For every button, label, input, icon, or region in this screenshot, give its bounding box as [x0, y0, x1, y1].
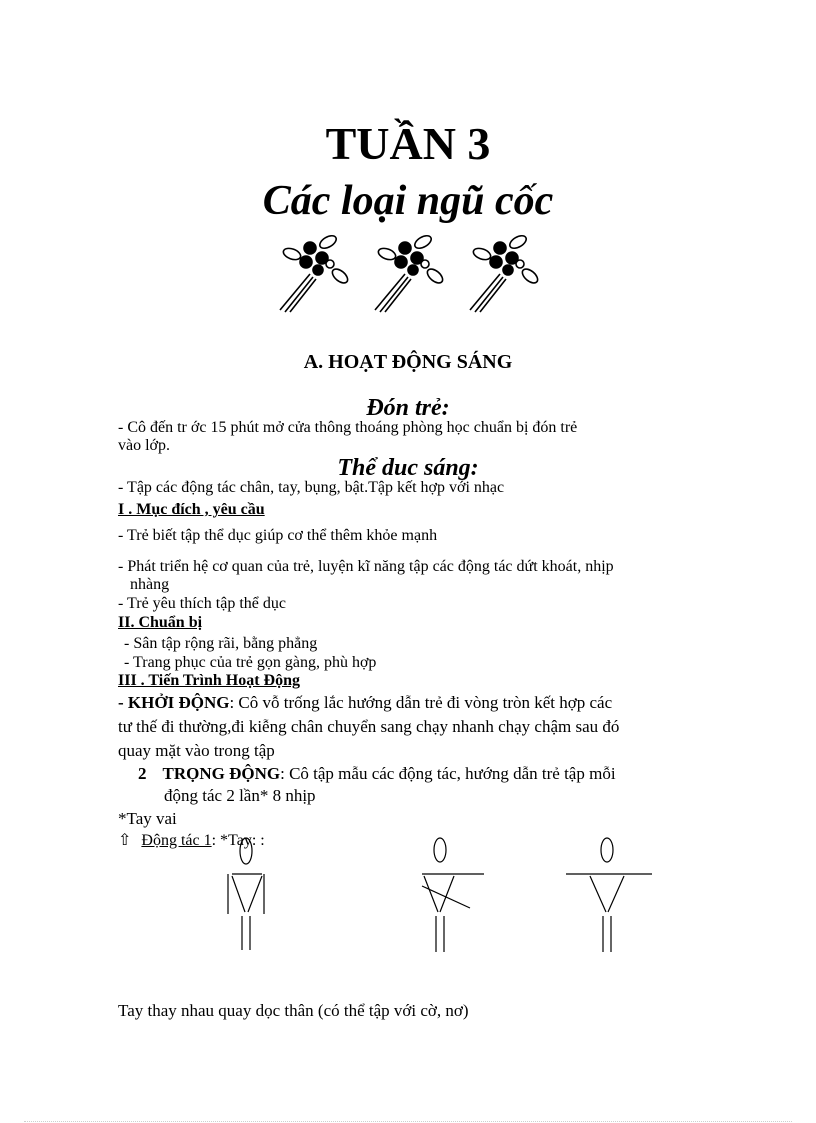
up-arrow-icon: ⇧ — [118, 832, 132, 849]
khoi-dong-text: : Cô vỗ trống lắc hướng dẫn trẻ đi vòng tròn kết hợp các — [229, 693, 613, 712]
exercise-figure-2-icon — [418, 836, 488, 954]
don-tre-line-1: - Cô đến tr ớc 15 phút mở cửa thông thoáng phòng học chuẩn bị đón trẻ — [118, 419, 578, 436]
trong-dong-line-1 — [138, 764, 616, 783]
section-heading-a: A. HOẠT ĐỘNG SÁNG — [303, 351, 513, 373]
chuan-bi-item-2: - Trang phục của trẻ gọn gàng, phù hợp — [124, 654, 377, 671]
page-title: TUẦN 3 — [325, 118, 491, 169]
the-duc-line-1: - Tập các động tác chân, tay, bụng, bật.Tập kết hợp với nhạc — [118, 479, 505, 496]
don-tre-line-2: vào lớp. — [118, 437, 171, 454]
trong-dong-number: 2 — [138, 764, 147, 783]
don-tre-heading: Đón trẻ: — [366, 395, 450, 421]
muc-dich-item-2: - Phát triển hệ cơ quan của trẻ, luyện kĩ năng tập các động tác dứt khoát, nhịp — [118, 558, 614, 575]
exercise-figure-1-icon — [222, 838, 272, 954]
page-subtitle: Các loại ngũ cốc — [262, 178, 554, 224]
the-duc-heading: Thể duc sáng: — [337, 455, 479, 481]
trong-dong-text: : Cô tập mẫu các động tác, hướng dẫn trẻ tập mỗi — [280, 764, 616, 783]
khoi-dong-line-3: quay mặt vào trong tập — [118, 741, 275, 760]
exercise-figure-3-icon — [566, 836, 654, 954]
chuan-bi-item-1: - Sân tập rộng rãi, bằng phẳng — [124, 635, 318, 652]
muc-dich-item-2-cont: nhàng — [130, 576, 170, 593]
exercise-caption: Tay thay nhau quay dọc thân (có thể tập với cờ, nơ) — [118, 1001, 469, 1020]
khoi-dong-label: - KHỞI ĐỘNG — [118, 693, 230, 712]
dong-tac-label: Động tác 1 — [141, 832, 212, 849]
khoi-dong-line-1 — [118, 693, 612, 712]
chuan-bi-heading: II. Chuẩn bị — [118, 614, 203, 631]
tien-trinh-heading: III . Tiến Trình Hoạt Động — [118, 672, 300, 689]
muc-dich-item-3: - Trẻ yêu thích tập thể dục — [118, 595, 286, 612]
muc-dich-item-1: - Trẻ biết tập thể dục giúp cơ thể thêm khỏe mạnh — [118, 527, 438, 544]
page-bottom-divider — [24, 1121, 792, 1122]
flower-ornament-icon — [270, 232, 560, 314]
tay-vai-label: *Tay vai — [118, 809, 177, 828]
dong-tac-rest: : *Tay: : — [211, 832, 265, 849]
trong-dong-line-2: động tác 2 lần* 8 nhịp — [164, 786, 316, 805]
muc-dich-heading: I . Mục đích , yêu cầu — [118, 501, 265, 518]
khoi-dong-line-2: tư thế đi thường,đi kiễng chân chuyển sang chạy nhanh chạy chậm sau đó — [118, 717, 620, 736]
trong-dong-label: TRỌNG ĐỘNG — [162, 764, 281, 783]
